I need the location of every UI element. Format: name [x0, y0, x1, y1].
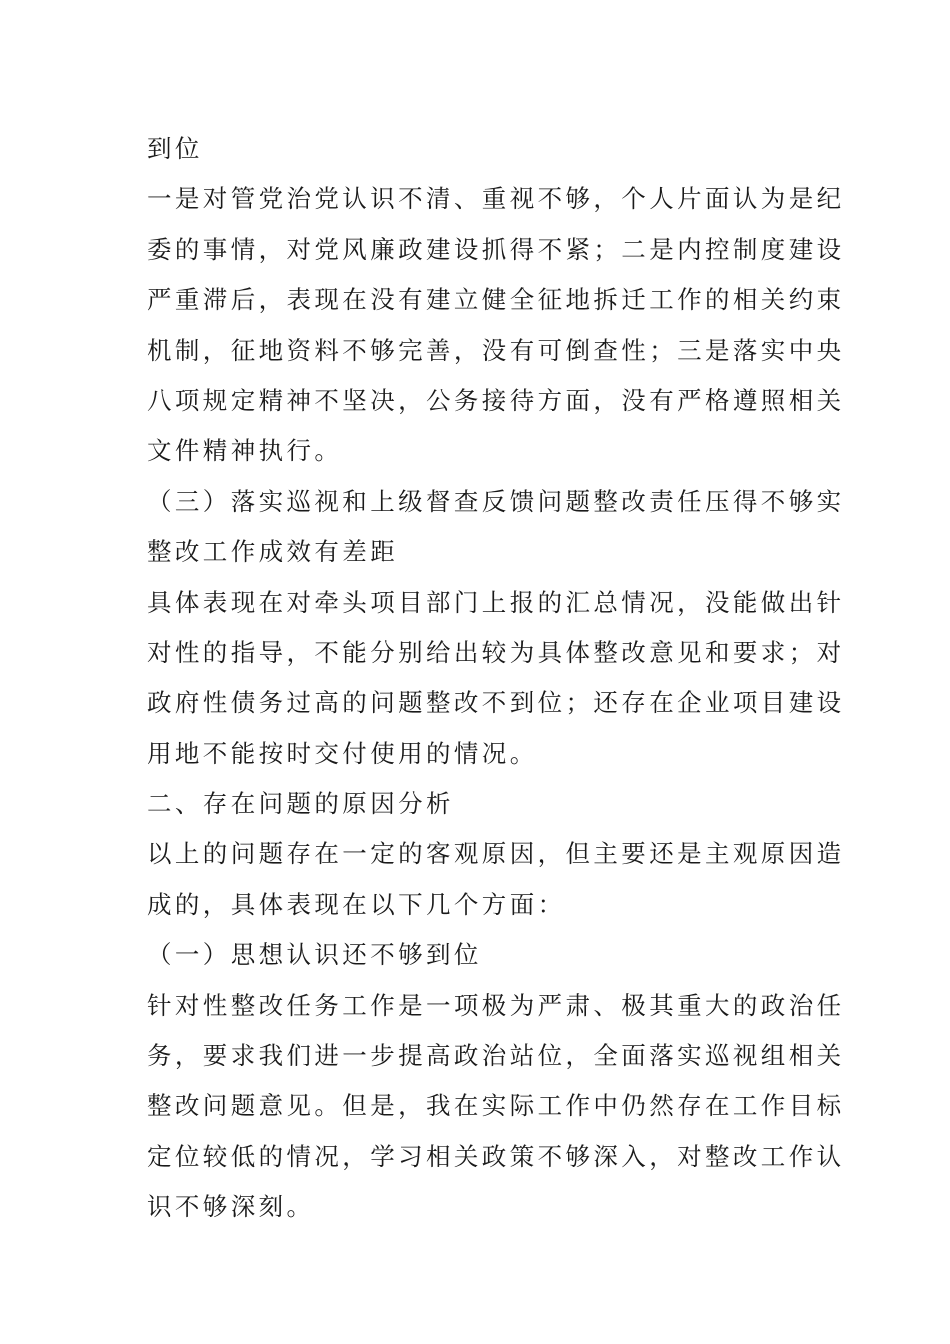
text-line: 机制，征地资料不够完善，没有可倒查性；三是落实中央 — [147, 335, 845, 365]
text-line: 委的事情，对党风廉政建设抓得不紧；二是内控制度建设 — [147, 234, 845, 264]
text-line: 以上的问题存在一定的客观原因，但主要还是主观原因造 — [147, 839, 845, 869]
text-line: 具体表现在对牵头项目部门上报的汇总情况，没能做出针 — [147, 587, 845, 617]
text-line: 务，要求我们进一步提高政治站位，全面落实巡视组相关 — [147, 1041, 845, 1071]
text-line: 政府性债务过高的问题整改不到位；还存在企业项目建设 — [147, 688, 845, 718]
text-line: 定位较低的情况，学习相关政策不够深入，对整改工作认 — [147, 1141, 845, 1171]
text-line: 严重滞后，表现在没有建立健全征地拆迁工作的相关约束 — [147, 285, 845, 315]
text-line: 整改问题意见。但是，我在实际工作中仍然存在工作目标 — [147, 1091, 845, 1121]
section-heading-line: 二、存在问题的原因分析 — [147, 789, 454, 819]
text-line: 识不够深刻。 — [147, 1192, 315, 1222]
section-heading-line: （三）落实巡视和上级督查反馈问题整改责任压得不够实 — [147, 486, 845, 516]
section-heading-line: 整改工作成效有差距 — [147, 537, 399, 567]
text-line: 成的，具体表现在以下几个方面： — [147, 889, 566, 919]
text-line: 到位 — [147, 134, 203, 163]
text-line: 文件精神执行。 — [147, 436, 343, 466]
text-line: 对性的指导，不能分别给出较为具体整改意见和要求；对 — [147, 637, 845, 667]
text-line: 针对性整改任务工作是一项极为严肃、极其重大的政治任 — [147, 990, 845, 1020]
section-heading-line: （一）思想认识还不够到位 — [147, 940, 482, 970]
text-line: 用地不能按时交付使用的情况。 — [147, 738, 538, 768]
document-body — [147, 124, 845, 1233]
text-line: 一是对管党治党认识不清、重视不够，个人片面认为是纪 — [147, 184, 845, 214]
text-line: 八项规定精神不坚决，公务接待方面，没有严格遵照相关 — [147, 385, 845, 415]
